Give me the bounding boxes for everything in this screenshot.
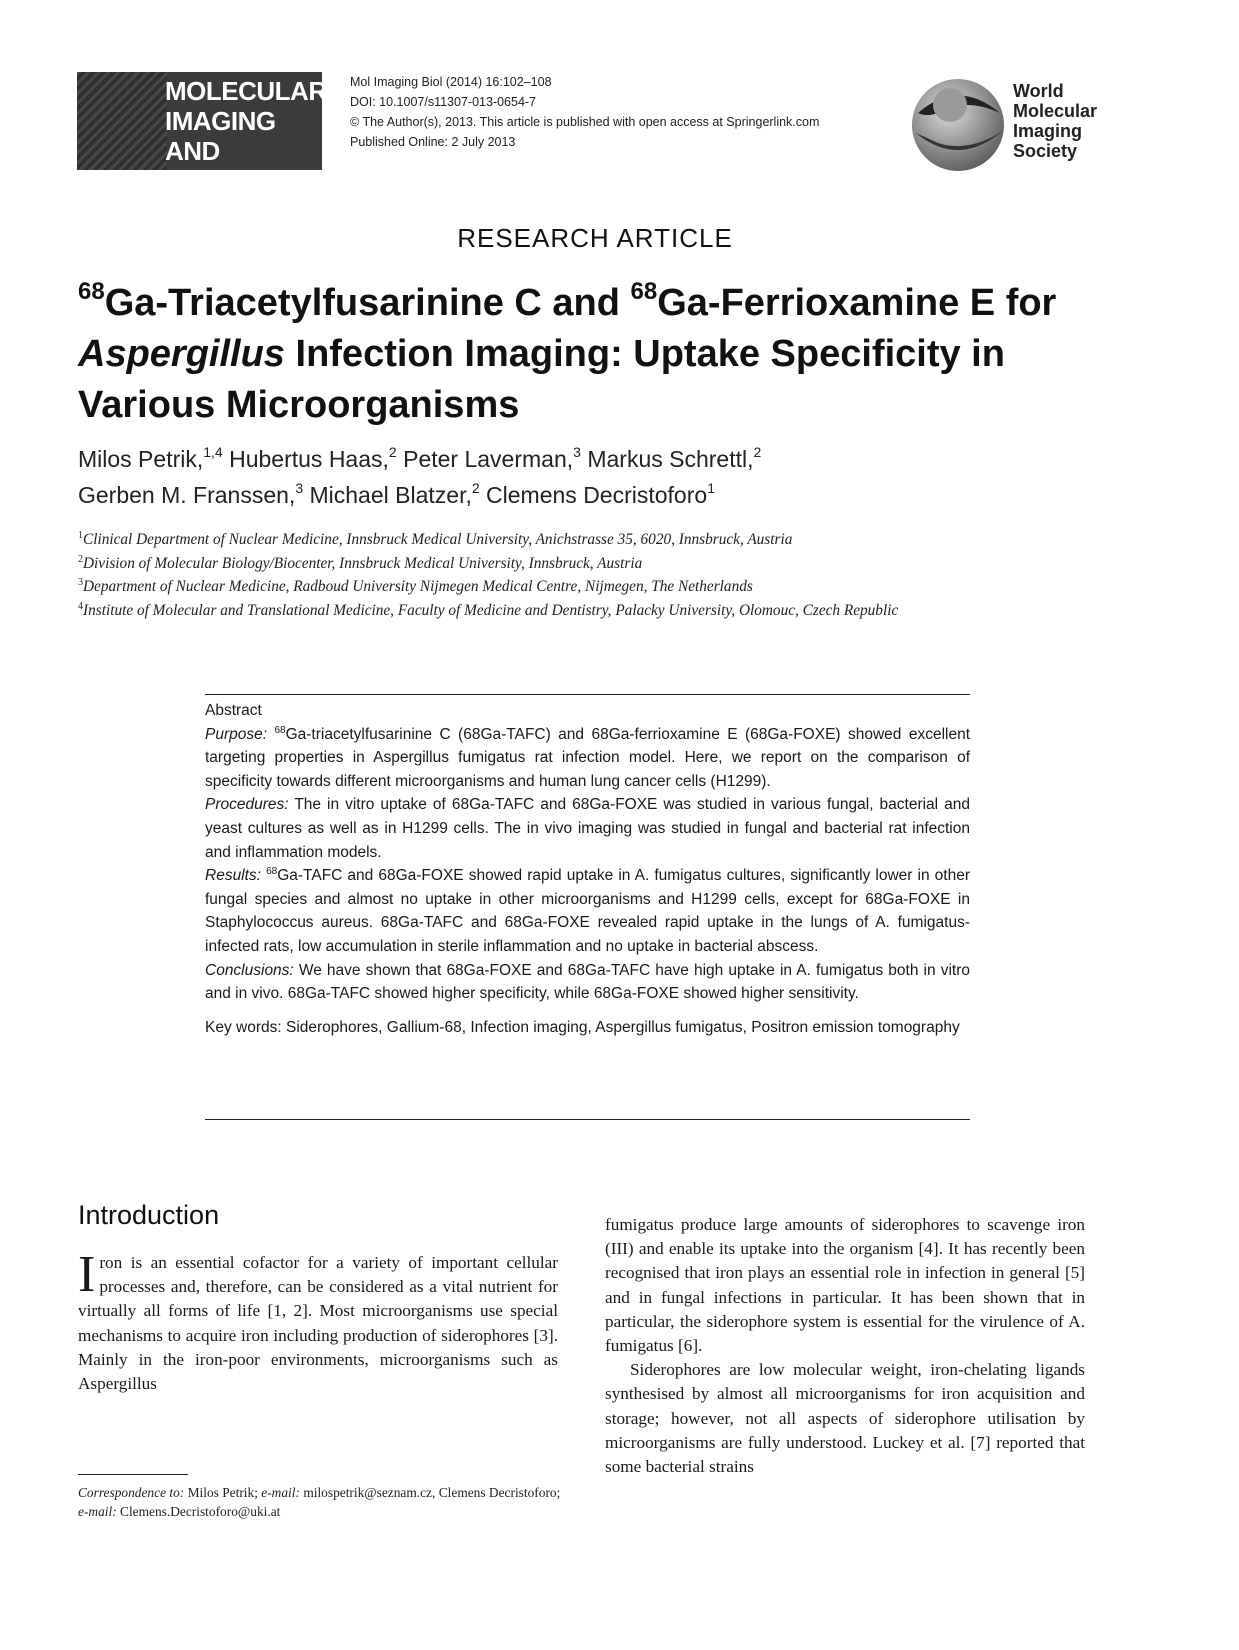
author: Markus Schrettl,$^2$ bbox=[587, 444, 762, 472]
society-line-1: World bbox=[1013, 81, 1064, 101]
abstract-purpose: Purpose: $^{68}$Ga-triacetylfusarinine C (68Ga-TAFC) and 68Ga-ferrioxamine E (68Ga-FOXE) showed excellent targeting properties in Aspergillus fumigatus rat infection model. Here, we report on the comparison of specificity towards different microorganisms and human lung cancer cells (H1299). bbox=[205, 724, 971, 790]
body-column-right bbox=[605, 1213, 1085, 1479]
title-italic: Aspergillus bbox=[78, 333, 285, 375]
logo-line-1: MOLECULAR bbox=[165, 76, 327, 106]
correspondence-footnote: Correspondence to: Milos Petrik; e-mail: milospetrik@seznam.cz, Clemens Decristoforo; e-mail: Clemens.Decristoforo@uki.at bbox=[78, 1485, 561, 1519]
header-meta bbox=[350, 72, 819, 152]
title-isotope-2: 68 bbox=[630, 278, 658, 305]
intro-paragraph-2: Siderophores are low molecular weight, iron-chelating ligands synthesised by almost all microorganisms for iron acquisition and storage; however, not all aspects of siderophore utilisation by microorganisms are fully understood. Luckey et al. [7] reported that some bacterial strains bbox=[605, 1360, 1085, 1477]
affiliation: $^2$Division of Molecular Biology/Biocenter, Innsbruck Medical University, Innsbruck, Austria bbox=[78, 553, 643, 572]
abstract-procedures: Procedures: The in vitro uptake of 68Ga-TAFC and 68Ga-FOXE was studied in various fungal, bacterial and yeast cultures as well as in H1299 cells. The in vivo imaging was studied in fungal and bacterial rat infection and inflammation models. bbox=[205, 796, 970, 861]
abstract-results: Results: $^{68}$Ga-TAFC and 68Ga-FOXE showed rapid uptake in A. fumigatus cultures, significantly lower in other fungal species and almost no uptake in other microorganisms and H1299 cells, except for 68Ga-FOXE in Staphylococcus aureus. 68Ga-TAFC and 68Ga-FOXE revealed rapid uptake in the lungs of A. fumigatus-infected rats, low accumulation in sterile inflammation and no uptake in bacterial abscess. bbox=[205, 866, 970, 955]
footnote-rule bbox=[78, 1474, 188, 1475]
doi: DOI: 10.1007/s11307-013-0654-7 bbox=[350, 95, 537, 109]
abstract-bottom-rule bbox=[205, 1119, 970, 1120]
society-line-4: Society bbox=[1013, 141, 1078, 161]
title-part-1: Ga-Triacetylfusarinine C and bbox=[104, 282, 631, 324]
abstract bbox=[205, 692, 970, 1039]
affiliation: $^4$Institute of Molecular and Translational Medicine, Faculty of Medicine and Dentistry, Palacky University, Olomouc, Czech Republic bbox=[78, 600, 899, 619]
body-column-left bbox=[78, 1246, 558, 1396]
logo-line-3: AND BIOLOGY bbox=[165, 136, 282, 196]
citation: Mol Imaging Biol (2014) 16:102–108 bbox=[350, 75, 552, 89]
email-link[interactable]: milospetrik@seznam.cz, Clemens Decristoforo; bbox=[303, 1485, 561, 1500]
globe-icon bbox=[908, 73, 1008, 173]
logo-pattern bbox=[77, 72, 167, 170]
intro-paragraph-1-cont: fumigatus produce large amounts of siderophores to scavenge iron (III) and enable its uptake into the organism [4]. It has recently been recognised that iron plays an essential role in infection in general [5] and in fungal infections in particular. It has been shown that in particular, the siderophore system is essential for the virulence of A. fumigatus [6]. bbox=[605, 1215, 1085, 1356]
abstract-conclusions: Conclusions: We have shown that 68Ga-FOXE and 68Ga-TAFC have high uptake in A. fumigatus both in vitro and in vivo. 68Ga-TAFC showed higher specificity, while 68Ga-FOXE showed higher sensitivity. bbox=[205, 961, 970, 1003]
author: Hubertus Haas,$^2$ bbox=[229, 444, 397, 472]
society-line-2: Molecular bbox=[1013, 101, 1098, 121]
rights: © The Author(s), 2013. This article is published with open access at Springerlink.com bbox=[350, 115, 820, 129]
published-date: Published Online: 2 July 2013 bbox=[350, 135, 516, 149]
drop-cap: I bbox=[78, 1246, 96, 1303]
section-heading-introduction: Introduction bbox=[78, 1200, 220, 1230]
article-title bbox=[78, 278, 1088, 431]
author: Clemens Decristoforo$^1$ bbox=[486, 480, 715, 508]
title-isotope-1: 68 bbox=[78, 278, 105, 305]
affiliations bbox=[78, 528, 1138, 622]
society-line-3: Imaging bbox=[1013, 121, 1083, 141]
author: Milos Petrik,$^{1,4}$ bbox=[78, 444, 223, 472]
abstract-heading: Abstract bbox=[205, 702, 262, 719]
title-part-2: Ga-Ferrioxamine E for bbox=[657, 282, 1057, 324]
section-label: RESEARCH ARTICLE bbox=[457, 223, 733, 253]
affiliation: $^3$Department of Nuclear Medicine, Radboud University Nijmegen Medical Centre, Nijmegen, The Netherlands bbox=[78, 577, 753, 595]
journal-logo bbox=[77, 72, 327, 196]
author: Peter Laverman,$^3$ bbox=[403, 444, 581, 472]
title-part-3: Infection Imaging: Uptake Specificity in Various Microorganisms bbox=[78, 333, 1005, 426]
society-logo bbox=[908, 73, 1098, 173]
keywords: Key words: Siderophores, Gallium-68, Infection imaging, Aspergillus fumigatus, Positron emission tomography bbox=[205, 1018, 960, 1036]
logo-line-2: IMAGING bbox=[165, 106, 276, 136]
intro-paragraph-1: Iron is an essential cofactor for a variety of important cellular processes and, therefore, can be considered as a vital nutrient for virtually all forms of life [1, 2]. Most microorganisms use special mechanisms to acquire iron including production of siderophores [3]. Mainly in the iron-poor environments, microorganisms such as Aspergillus bbox=[78, 1246, 558, 1394]
author: Gerben M. Franssen,$^3$ bbox=[78, 480, 304, 508]
author: Michael Blatzer,$^2$ bbox=[309, 480, 480, 508]
author-list bbox=[78, 441, 1098, 513]
affiliation: $^1$Clinical Department of Nuclear Medicine, Innsbruck Medical University, Anichstrasse 35, 6020, Innsbruck, Austria bbox=[78, 530, 793, 548]
email-link[interactable]: Clemens.Decristoforo@uki.at bbox=[120, 1504, 281, 1519]
